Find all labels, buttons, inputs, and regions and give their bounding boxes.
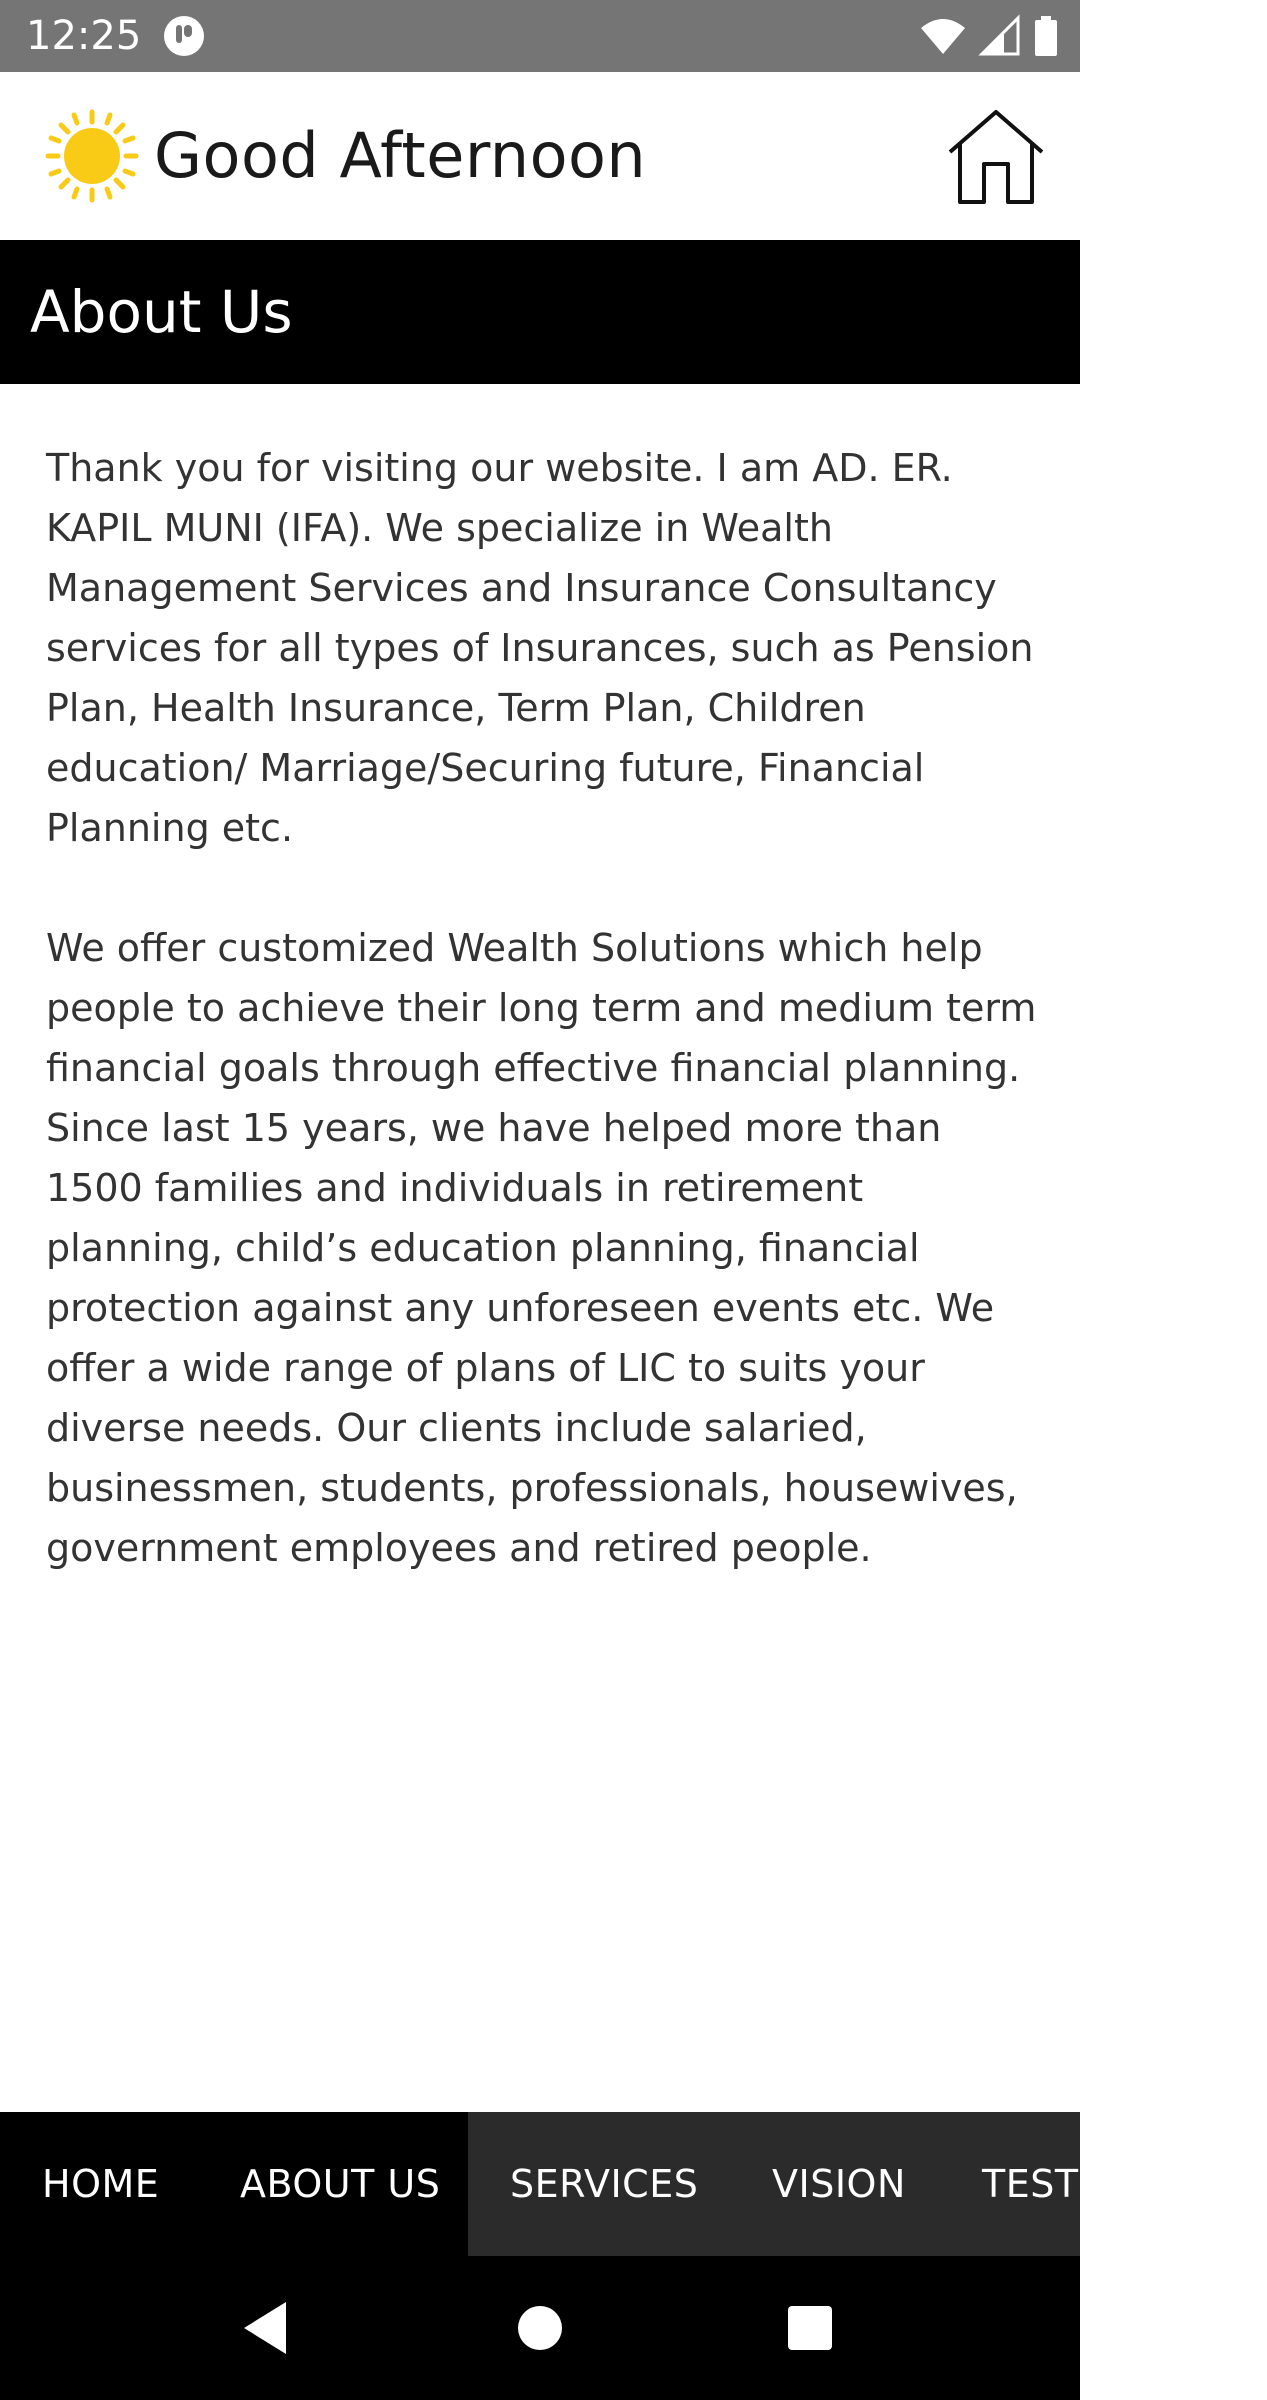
home-icon[interactable] <box>946 106 1046 206</box>
tab-testimonials[interactable]: TESTIMONIALS <box>982 2162 1267 2206</box>
app-notification-icon <box>162 14 206 58</box>
about-content <box>46 438 1046 1638</box>
bottom-tab-strip[interactable] <box>0 2112 1267 2256</box>
sun-icon <box>44 108 140 204</box>
home-circle-icon[interactable] <box>508 2296 572 2360</box>
recents-icon[interactable] <box>778 2296 842 2360</box>
system-nav-bar <box>0 2256 1080 2400</box>
tab-about-us[interactable]: ABOUT US <box>240 2162 441 2206</box>
app-header <box>0 72 1080 240</box>
page-title: About Us <box>30 278 293 346</box>
tab-home[interactable]: HOME <box>42 2162 160 2206</box>
battery-icon <box>1034 16 1058 56</box>
greeting-text: Good Afternoon <box>154 119 647 192</box>
tab-vision[interactable]: VISION <box>772 2162 906 2206</box>
back-icon[interactable] <box>236 2296 300 2360</box>
page-title-banner <box>0 240 1080 384</box>
status-time: 12:25 <box>26 13 142 59</box>
status-bar <box>0 0 1080 72</box>
status-icons <box>920 14 1058 58</box>
cell-signal-icon <box>980 16 1020 56</box>
tab-services[interactable]: SERVICES <box>510 2162 699 2206</box>
wifi-icon <box>920 16 966 56</box>
about-paragraph-1: Thank you for visiting our website. I am AD. ER. KAPIL MUNI (IFA). We specialize in Wealth Management Services and Insurance Consultancy services for all types of Insurances, such as Pension Plan, Health Insurance, Term Plan, Children education/ Marriage/Securing future, Financial Planning etc. <box>46 446 1034 850</box>
about-paragraph-2: We offer customized Wealth Solutions which help people to achieve their long term and medium term financial goals through effective financial planning. Since last 15 years, we have helped more than 1500 families and individuals in retirement planning, child’s education planning, financial protection against any unforeseen events etc. We offer a wide range of plans of LIC to suits your diverse needs. Our clients include salaried, businessmen, students, professionals, housewives, government employees and retired people. <box>46 926 1037 1570</box>
